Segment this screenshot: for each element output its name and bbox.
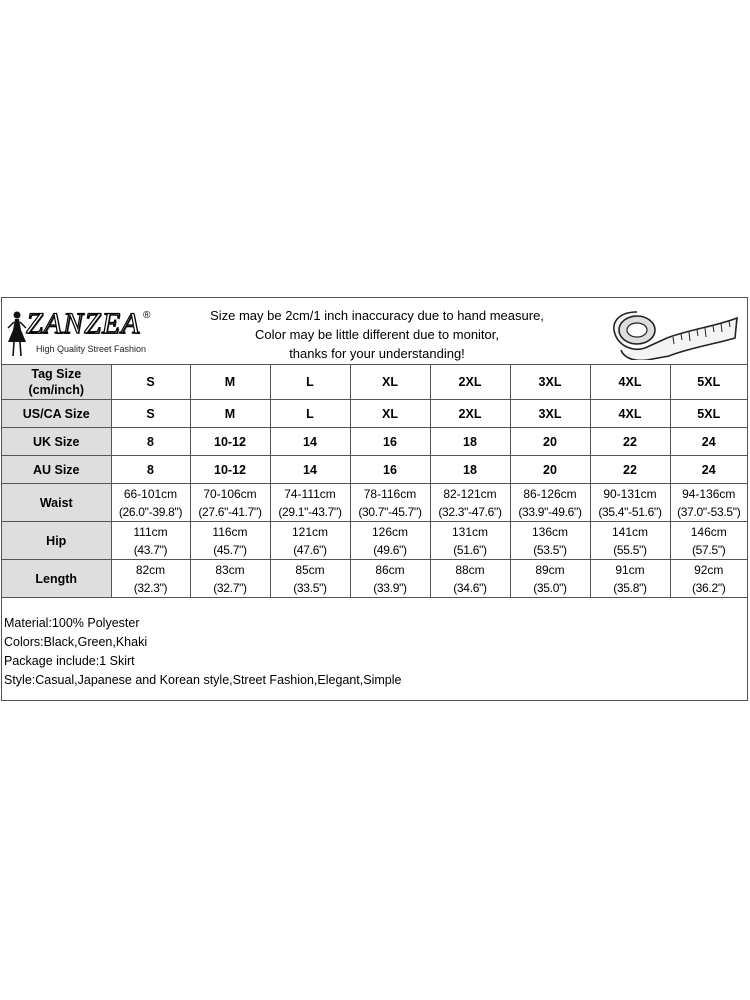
cell-cm-value: 94-136cm [682,486,736,501]
table-cell: 24 [670,456,747,484]
cell-cm-value: 146cm [690,524,727,539]
cell-cm-value: 82cm [135,562,166,577]
table-cell: 18 [430,428,510,456]
table-cell: 16 [350,456,430,484]
table-cell [111,522,190,560]
woman-silhouette-icon [6,310,28,358]
cell-cm-value: 92cm [694,562,724,577]
table-row [2,560,747,598]
table-cell [510,522,590,560]
row-label: UK Size [2,428,111,456]
cell-cm-value: 111cm [133,524,168,539]
material-text: Material:100% Polyester [4,616,140,630]
table-cell: 14 [270,428,350,456]
cell-cm-value: 86-126cm [523,486,577,501]
cell-inch-value: (33.9"-49.6") [518,504,582,519]
table-cell: 3XL [510,400,590,428]
row-label: Tag Size (cm/inch) [2,365,111,400]
table-cell [670,484,747,522]
cell-cm-value: 91cm [615,562,645,577]
cell-cm-value: 74-111cm [284,486,336,501]
package-text: Package include:1 Skirt [4,654,135,668]
cell-inch-value: (30.7"-45.7") [358,504,422,519]
table-cell: M [190,400,270,428]
table-cell: 18 [430,456,510,484]
table-cell: 5XL [670,400,747,428]
table-cell: 20 [510,428,590,456]
row-label: US/CA Size [2,400,111,428]
row-label: Length [2,560,111,598]
cell-inch-value: (26.0"-39.8") [118,504,183,519]
table-row [2,484,747,522]
table-cell: 8 [111,456,190,484]
table-cell: XL [350,365,430,400]
brand-tagline: High Quality Street Fashion [36,344,147,354]
cell-inch-value: (35.8") [613,580,647,595]
table-cell [670,560,747,598]
table-cell [270,560,350,598]
cell-inch-value: (35.4"-51.6") [598,504,662,519]
row-label: Waist [2,484,111,522]
cell-inch-value: (37.0"-53.5") [677,504,741,519]
cell-cm-value: 70-106cm [203,486,257,501]
table-row [2,400,747,428]
table-cell: 5XL [670,365,747,400]
table-cell [590,560,670,598]
cell-cm-value: 83cm [215,562,245,577]
size-chart [1,297,748,701]
table-cell: XL [350,400,430,428]
table-cell [190,560,270,598]
table-row [2,428,747,456]
registered-mark: ® [143,310,151,321]
size-table [2,365,747,598]
cell-inch-value: (47.6") [293,542,327,557]
cell-inch-value: (32.3") [133,580,168,595]
table-cell: 22 [590,456,670,484]
cell-cm-value: 136cm [531,524,569,539]
cell-cm-value: 116cm [212,524,248,539]
notice-line: thanks for your understanding! [289,346,465,361]
table-cell [510,484,590,522]
table-cell [350,484,430,522]
cell-inch-value: (32.7") [213,580,247,595]
cell-inch-value: (51.6") [453,542,487,557]
table-cell [190,522,270,560]
table-cell [590,484,670,522]
cell-inch-value: (36.2") [691,580,726,595]
cell-inch-value: (35.0") [533,580,567,595]
cell-inch-value: (33.9") [373,580,407,595]
row-label: Hip [2,522,111,560]
table-cell: 4XL [590,400,670,428]
table-cell: 20 [510,456,590,484]
cell-cm-value: 89cm [535,562,565,577]
table-cell [111,560,190,598]
style-text: Style:Casual,Japanese and Korean style,Street Fashion,Elegant,Simple [4,673,402,687]
cell-inch-value: (53.5") [533,542,567,557]
table-cell: 4XL [590,365,670,400]
table-cell: 10-12 [190,428,270,456]
cell-cm-value: 131cm [451,524,489,539]
cell-cm-value: 88cm [455,562,485,577]
table-cell [350,522,430,560]
table-row [2,456,747,484]
measurement-notice [172,306,582,363]
table-cell [670,522,747,560]
cell-inch-value: (32.3"-47.6") [438,504,502,519]
cell-cm-value: 78-116cm [363,486,417,501]
table-cell [350,560,430,598]
table-cell [510,560,590,598]
cell-cm-value: 86cm [375,562,405,577]
cell-inch-value: (45.7") [213,542,247,557]
table-cell [430,484,510,522]
brand-name: ZANZEA [26,307,141,340]
table-cell: 14 [270,456,350,484]
table-cell: S [111,365,190,400]
table-cell: L [270,400,350,428]
table-cell: 16 [350,428,430,456]
table-cell [270,522,350,560]
cell-cm-value: 126cm [371,524,409,539]
cell-cm-value: 141cm [611,524,649,539]
notice-line: Size may be 2cm/1 inch inaccuracy due to hand measure, [210,308,544,323]
cell-cm-value: 121cm [291,524,329,539]
table-cell [270,484,350,522]
table-cell [430,560,510,598]
table-cell: S [111,400,190,428]
table-cell: 3XL [510,365,590,400]
table-cell [590,522,670,560]
notice-line: Color may be little different due to monitor, [255,327,499,342]
cell-inch-value: (29.1"-43.7") [278,504,342,519]
table-cell: L [270,365,350,400]
table-cell: M [190,365,270,400]
cell-inch-value: (43.7") [133,542,168,557]
table-cell: 8 [111,428,190,456]
cell-inch-value: (55.5") [613,542,647,557]
cell-inch-value: (33.5") [293,580,327,595]
size-table-body [2,365,747,598]
measuring-tape-icon [607,304,742,360]
table-cell [430,522,510,560]
table-cell: 22 [590,428,670,456]
table-row [2,365,747,400]
brand-logo [6,306,156,358]
size-chart-header [2,298,747,365]
cell-cm-value: 90-131cm [603,486,657,501]
table-row [2,522,747,560]
table-cell: 24 [670,428,747,456]
table-cell [190,484,270,522]
table-cell [111,484,190,522]
cell-inch-value: (49.6") [373,542,407,557]
cell-inch-value: (34.6") [453,580,487,595]
cell-inch-value: (27.6"-41.7") [198,504,262,519]
row-label: AU Size [2,456,111,484]
table-cell: 10-12 [190,456,270,484]
cell-cm-value: 66-101cm [123,486,178,501]
colors-text: Colors:Black,Green,Khaki [4,635,148,649]
table-cell: 2XL [430,365,510,400]
product-details [4,614,401,690]
table-cell: 2XL [430,400,510,428]
cell-cm-value: 85cm [295,562,325,577]
cell-cm-value: 82-121cm [443,486,497,501]
cell-inch-value: (57.5") [691,542,726,557]
